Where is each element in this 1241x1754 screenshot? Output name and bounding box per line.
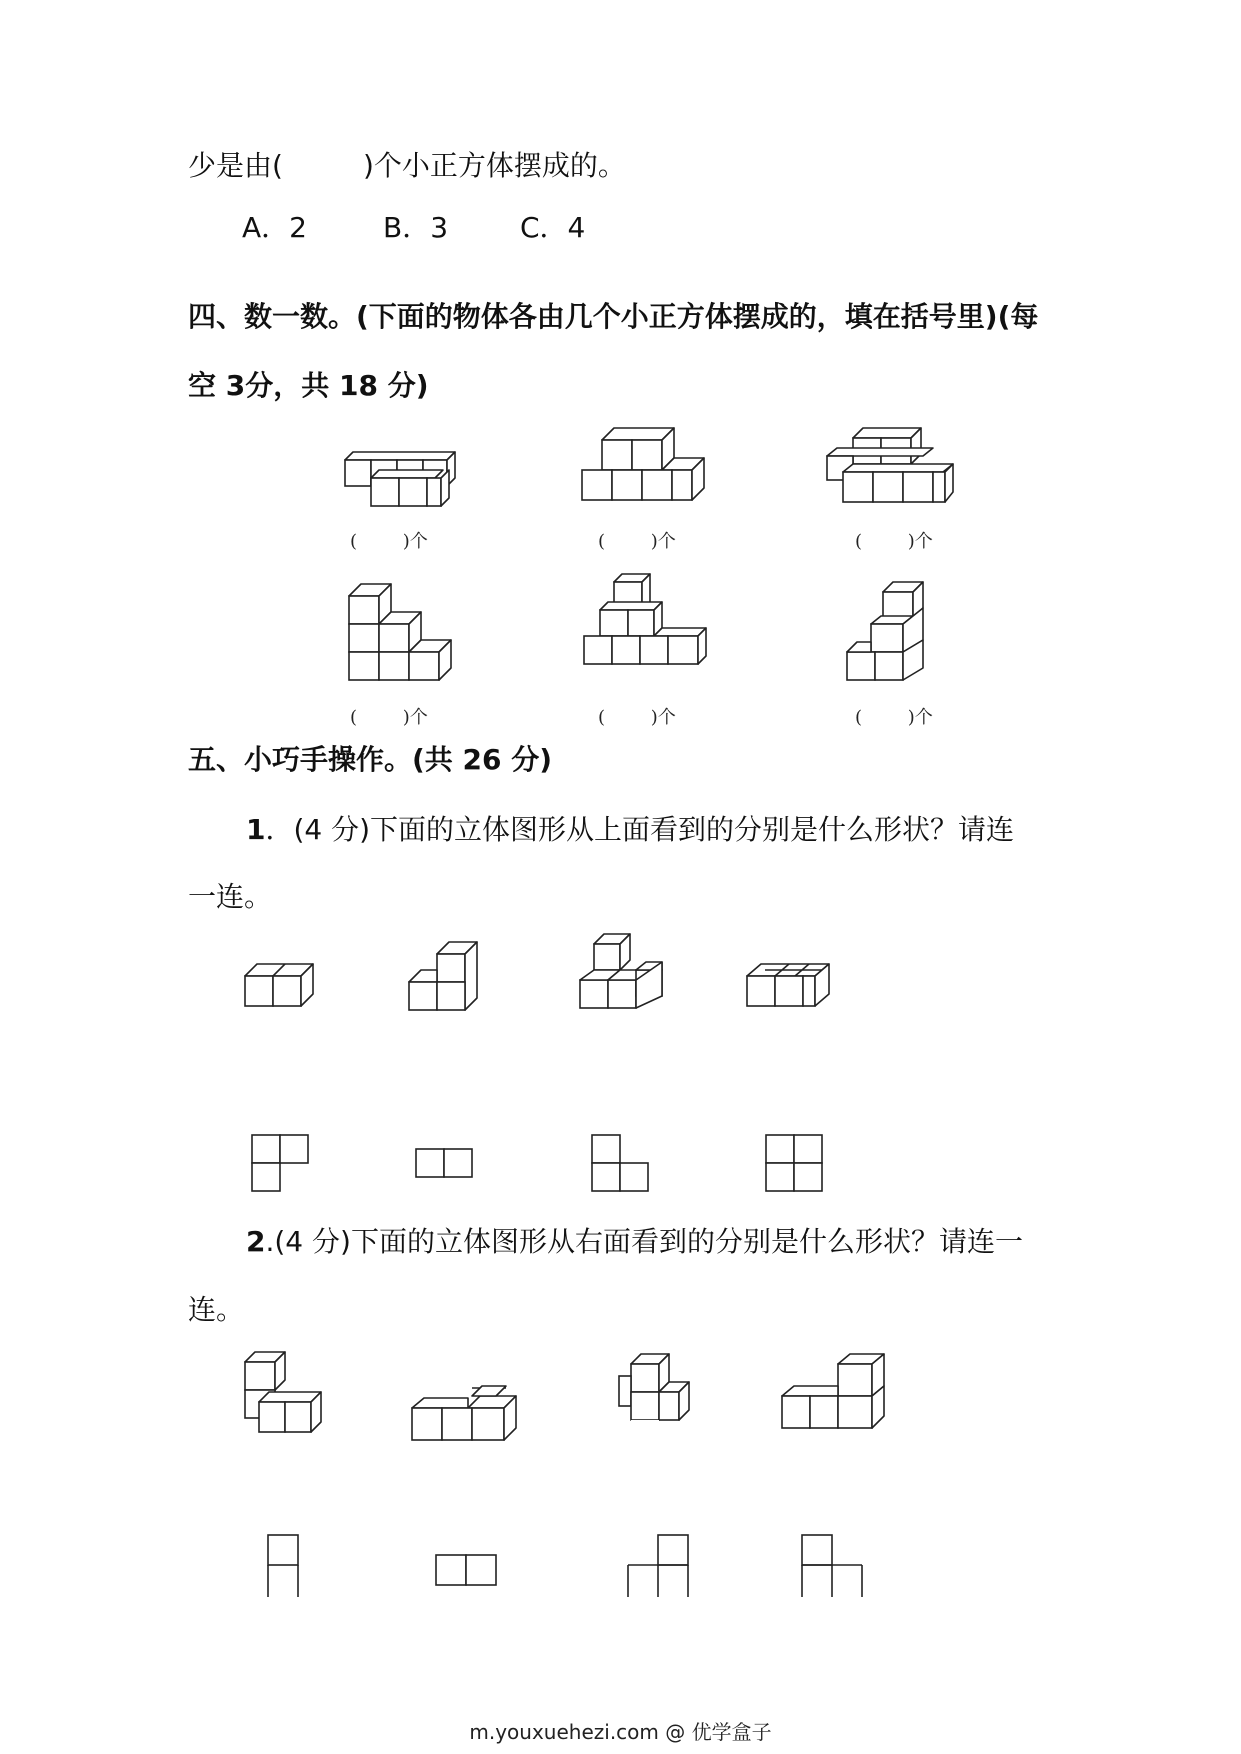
q2-view-3[interactable] [626, 1533, 692, 1599]
q3-option-a[interactable]: A．2 [242, 211, 307, 244]
q2-view-1[interactable] [266, 1533, 302, 1599]
section4-blank-6[interactable]: ( )个 [855, 707, 933, 728]
s5-q2-text: .(4 分)下面的立体图形从右面看到的分别是什么形状？请连一 [265, 1225, 1023, 1258]
s5-q2-line2: 连。 [188, 1293, 245, 1326]
page-footer: m.youxuehezi.com @ 优学盒子 [469, 1720, 772, 1744]
q3-suffix: )个小正方体摆成的。 [362, 149, 626, 182]
q3-option-c[interactable]: C．4 [520, 211, 586, 244]
section4-title-line1: 四、数一数。(下面的物体各由几个小正方体摆成的，填在括号里)(每 [188, 300, 1039, 333]
cube-stack-6 [843, 580, 943, 695]
s5-q1-number: 1 [246, 813, 266, 846]
cube-stack-2 [580, 420, 720, 530]
q3-prefix: 少是由( [188, 149, 283, 182]
q2-solid-3[interactable] [617, 1352, 697, 1442]
q2-solid-4[interactable] [780, 1352, 890, 1442]
q2-view-4[interactable] [800, 1533, 866, 1599]
q1-view-3[interactable] [590, 1133, 650, 1193]
section4-blank-3[interactable]: ( )个 [855, 531, 933, 552]
cube-stack-5 [582, 572, 717, 687]
q1-view-4[interactable] [764, 1133, 824, 1193]
section4-title-line2: 空 3分，共 18 分) [188, 369, 429, 402]
s5-q2-line1 [246, 1222, 1023, 1262]
section5-title: 五、小巧手操作。(共 26 分) [188, 743, 553, 776]
q2-solid-2[interactable] [410, 1378, 520, 1448]
q1-solid-3[interactable] [578, 932, 668, 1022]
s5-q1-line2: 一连。 [188, 880, 273, 913]
s5-q2-number: 2 [246, 1225, 266, 1258]
section4-blank-4[interactable]: ( )个 [350, 707, 428, 728]
cube-stack-3 [823, 420, 963, 530]
s5-q1-line1 [246, 810, 1014, 850]
cube-stack-4 [345, 580, 465, 695]
q1-solid-1[interactable] [243, 960, 323, 1020]
q3-option-b[interactable]: B．3 [383, 211, 449, 244]
section4-blank-1[interactable]: ( )个 [350, 531, 428, 552]
q1-view-2[interactable] [414, 1147, 474, 1179]
q1-view-1[interactable] [250, 1133, 310, 1193]
q1-solid-4[interactable] [745, 960, 845, 1020]
q1-solid-2[interactable] [407, 940, 487, 1020]
s5-q1-text: ．(4 分)下面的立体图形从上面看到的分别是什么形状？请连 [265, 813, 1015, 846]
section4-blank-5[interactable]: ( )个 [598, 707, 676, 728]
cube-stack-1 [335, 440, 475, 540]
q3-stem-tail [188, 146, 626, 186]
q2-solid-1[interactable] [243, 1350, 333, 1440]
q2-view-2[interactable] [434, 1553, 498, 1587]
section4-blank-2[interactable]: ( )个 [598, 531, 676, 552]
